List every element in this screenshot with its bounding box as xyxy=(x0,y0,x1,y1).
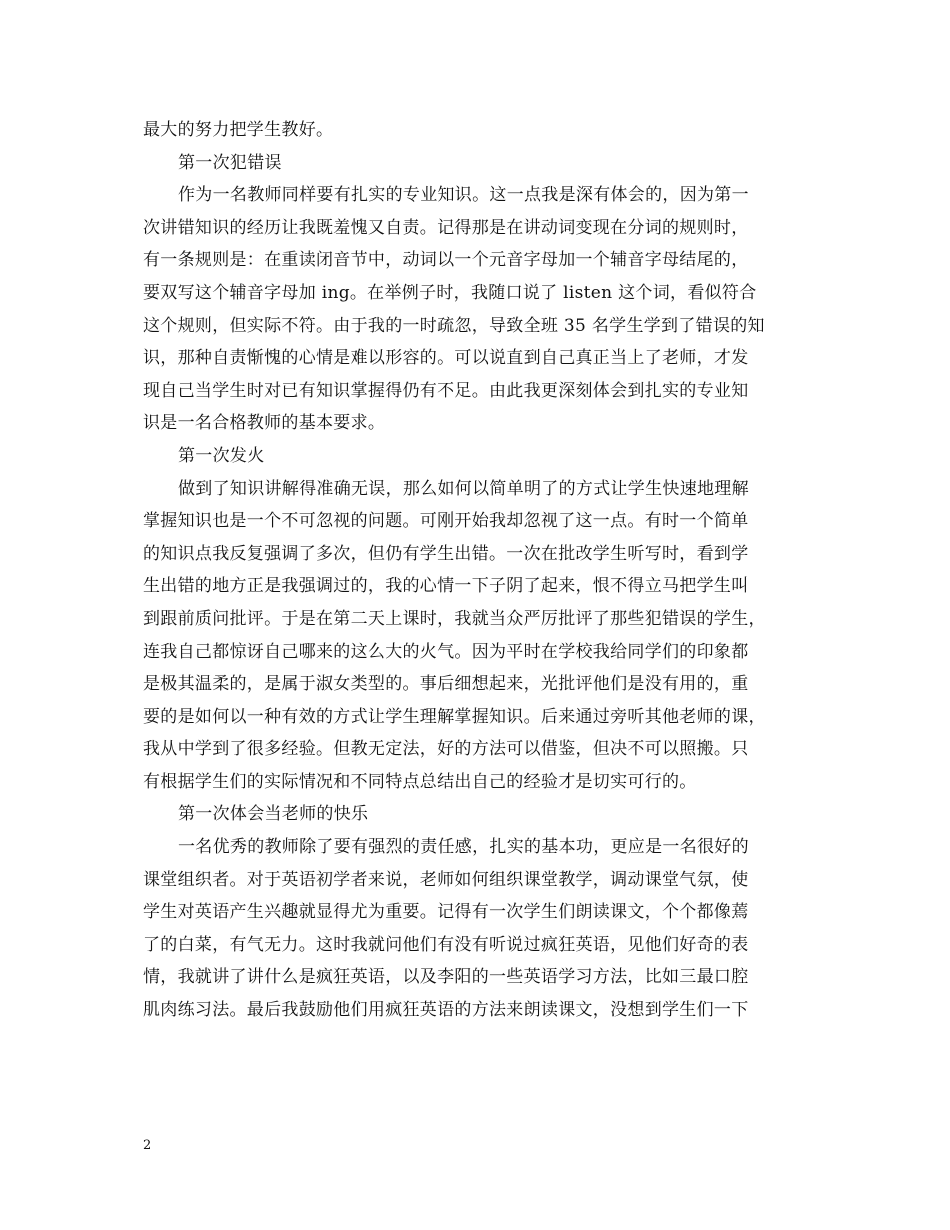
text-line: 有一条规则是：在重读闭音节中，动词以一个元音字母加一个辅音字母结尾的， xyxy=(143,250,749,271)
text-line: 第一次体会当老师的快乐 xyxy=(178,804,369,825)
text-line: 了的白菜，有气无力。这时我就问他们有没有听说过疯狂英语，见他们好奇的表 xyxy=(143,934,749,955)
text-line: 一名优秀的教师除了要有强烈的责任感，扎实的基本功，更应是一名很好的 xyxy=(178,837,749,858)
text-line: 识，那种自责惭愧的心情是难以形容的。可以说直到自己真正当上了老师，才发 xyxy=(143,348,749,369)
text-line: 这个规则，但实际不符。由于我的一时疏忽，导致全班 35 名学生学到了错误的知 xyxy=(143,315,765,336)
text-line: 我从中学到了很多经验。但教无定法，好的方法可以借鉴，但决不可以照搬。只 xyxy=(143,739,749,760)
text-line: 要双写这个辅音字母加 ing。在举例子时，我随口说了 listen 这个词，看似符合 xyxy=(143,282,757,303)
text-line: 的知识点我反复强调了多次，但仍有学生出错。一次在批改学生听写时，看到学 xyxy=(143,543,749,564)
text-line: 第一次发火 xyxy=(178,445,265,466)
text-line: 掌握知识也是一个不可忽视的问题。可刚开始我却忽视了这一点。有时一个简单 xyxy=(143,511,749,532)
page-number: 2 xyxy=(143,1138,152,1153)
body-text xyxy=(143,114,807,1027)
text-line: 第一次犯错误 xyxy=(178,152,282,173)
text-line: 要的是如何以一种有效的方式让学生理解掌握知识。后来通过旁听其他老师的课， xyxy=(143,706,766,727)
text-line: 做到了知识讲解得准确无误，那么如何以简单明了的方式让学生快速地理解 xyxy=(178,478,749,499)
text-line: 连我自己都惊讶自己哪来的这么大的火气。因为平时在学校我给同学们的印象都 xyxy=(143,641,749,662)
text-line: 情，我就讲了讲什么是疯狂英语，以及李阳的一些英语学习方法，比如三最口腔 xyxy=(143,967,749,988)
text-line: 有根据学生们的实际情况和不同特点总结出自己的经验才是切实可行的。 xyxy=(143,771,697,792)
text-line: 现自己当学生时对已有知识掌握得仍有不足。由此我更深刻体会到扎实的专业知 xyxy=(143,380,749,401)
text-line: 最大的努力把学生教好。 xyxy=(143,120,334,140)
text-line: 生出错的地方正是我强调过的，我的心情一下子阴了起来，恨不得立马把学生叫 xyxy=(143,576,749,597)
text-line: 课堂组织者。对于英语初学者来说，老师如何组织课堂教学，调动课堂气氛，使 xyxy=(143,869,749,890)
text-line: 次讲错知识的经历让我既羞愧又自责。记得那是在讲动词变现在分词的规则时， xyxy=(143,217,749,238)
text-line: 是极其温柔的，是属于淑女类型的。事后细想起来，光批评他们是没有用的，重 xyxy=(143,674,749,695)
text-line: 肌肉练习法。最后我鼓励他们用疯狂英语的方法来朗读课文，没想到学生们一下 xyxy=(143,1000,749,1021)
text-line: 识是一名合格教师的基本要求。 xyxy=(143,413,386,434)
text-line: 作为一名教师同样要有扎实的专业知识。这一点我是深有体会的，因为第一 xyxy=(178,185,749,206)
text-line: 学生对英语产生兴趣就显得尤为重要。记得有一次学生们朗读课文，个个都像蔫 xyxy=(143,902,749,923)
text-line: 到跟前质问批评。于是在第二天上课时，我就当众严厉批评了那些犯错误的学生， xyxy=(143,608,766,629)
